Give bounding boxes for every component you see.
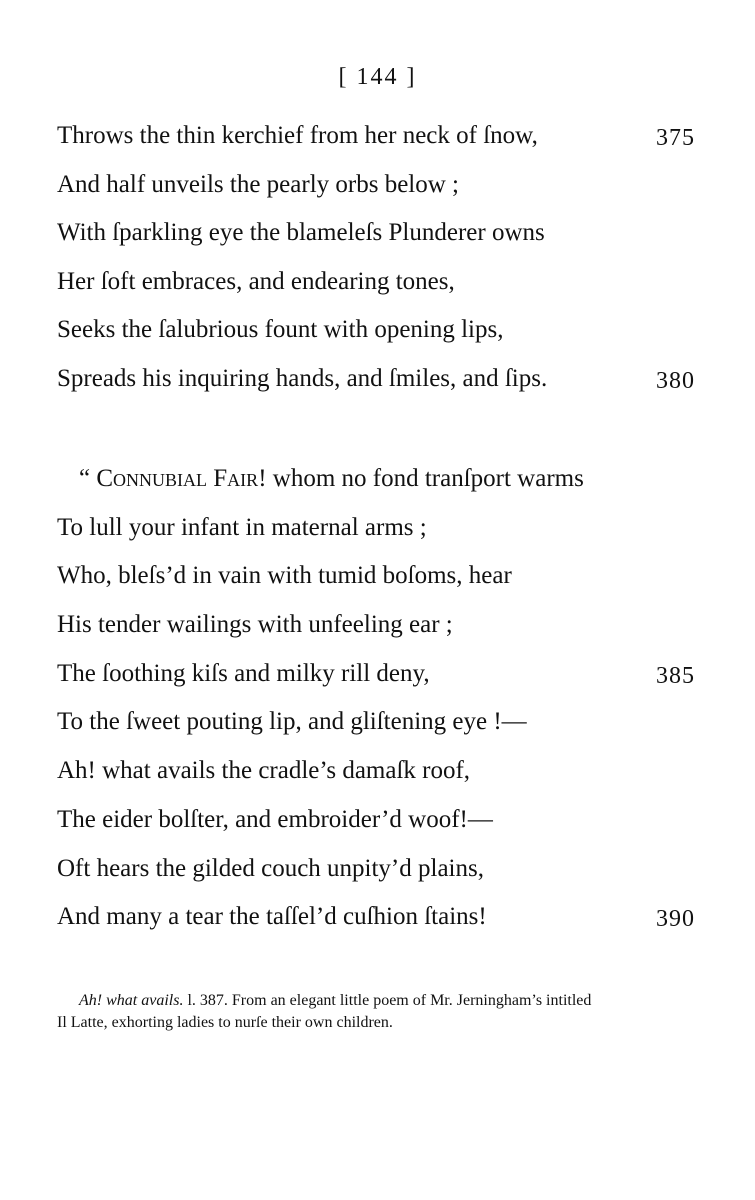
verse-line-text: And many a tear the taſſel’d cuſhion ſtains! bbox=[57, 903, 487, 931]
verse-line bbox=[57, 650, 707, 699]
verse-line bbox=[57, 504, 707, 553]
verse-line-opening bbox=[57, 455, 707, 504]
stanza-2 bbox=[57, 455, 707, 942]
footnote-line-ref: l. 387. bbox=[183, 992, 228, 1009]
verse-line-text: Throws the thin kerchief from her neck of ſnow, bbox=[57, 122, 538, 149]
verse-line bbox=[57, 355, 707, 404]
footnote-text-1: From an elegant little poem of Mr. Jerningham’s intitled bbox=[227, 992, 592, 1009]
line-number: 380 bbox=[656, 367, 695, 394]
line-number: 390 bbox=[656, 906, 695, 933]
verse-line-text: The eider bolſter, and embroider’d woof!— bbox=[57, 805, 493, 833]
verse-line-text: To the ſweet pouting lip, and gliſtening eye !— bbox=[57, 708, 527, 736]
verse-line-text: His tender wailings with unfeeling ear ; bbox=[57, 611, 453, 639]
verse-line-text: Spreads his inquiring hands, and ſmiles, and ſips. bbox=[57, 364, 548, 392]
verse-line bbox=[57, 601, 707, 650]
verse-line bbox=[57, 209, 707, 258]
verse-line-text: With ſparkling eye the blameleſs Plunderer owns bbox=[57, 219, 545, 246]
verse-line-text: Oft hears the gilded couch unpity’d plains, bbox=[57, 854, 484, 882]
verse-line-text: To lull your infant in maternal arms ; bbox=[57, 513, 427, 541]
verse-line bbox=[57, 258, 707, 307]
stanza-1 bbox=[57, 112, 707, 403]
opening-rest: ! whom no fond tranſport warms bbox=[258, 465, 584, 492]
verse-line-text: And half unveils the pearly orbs below ; bbox=[57, 170, 459, 198]
line-number: 375 bbox=[656, 125, 695, 151]
verse-line bbox=[57, 552, 707, 601]
verse-line bbox=[57, 893, 707, 942]
verse-line bbox=[57, 161, 707, 210]
verse-line bbox=[57, 796, 707, 845]
verse-line-text: The ſoothing kiſs and milky rill deny, bbox=[57, 659, 430, 687]
opening-smallcaps: Connubial Fair bbox=[96, 465, 259, 492]
verse-line-text: Who, bleſs’d in vain with tumid boſoms, hear bbox=[57, 562, 512, 590]
verse-line-text: Ah! what avails the cradle’s damaſk roof, bbox=[57, 757, 471, 785]
footnote bbox=[57, 990, 707, 1034]
footnote-text-2: Il Latte, exhorting ladies to nurſe their own children. bbox=[57, 1014, 393, 1031]
verse-line bbox=[57, 845, 707, 894]
verse-line bbox=[57, 306, 707, 355]
verse-line-text bbox=[79, 455, 584, 504]
verse-line bbox=[57, 112, 707, 161]
footnote-reference: Ah! what avails. bbox=[79, 992, 184, 1009]
line-number: 385 bbox=[656, 662, 695, 689]
opening-quote: “ bbox=[79, 465, 97, 492]
page-number: [ 144 ] bbox=[338, 64, 417, 90]
verse-line bbox=[57, 698, 707, 747]
verse-line-text: Seeks the ſalubrious fount with opening lips, bbox=[57, 316, 504, 343]
verse-line bbox=[57, 747, 707, 796]
verse-line-text: Her ſoft embraces, and endearing tones, bbox=[57, 267, 455, 295]
